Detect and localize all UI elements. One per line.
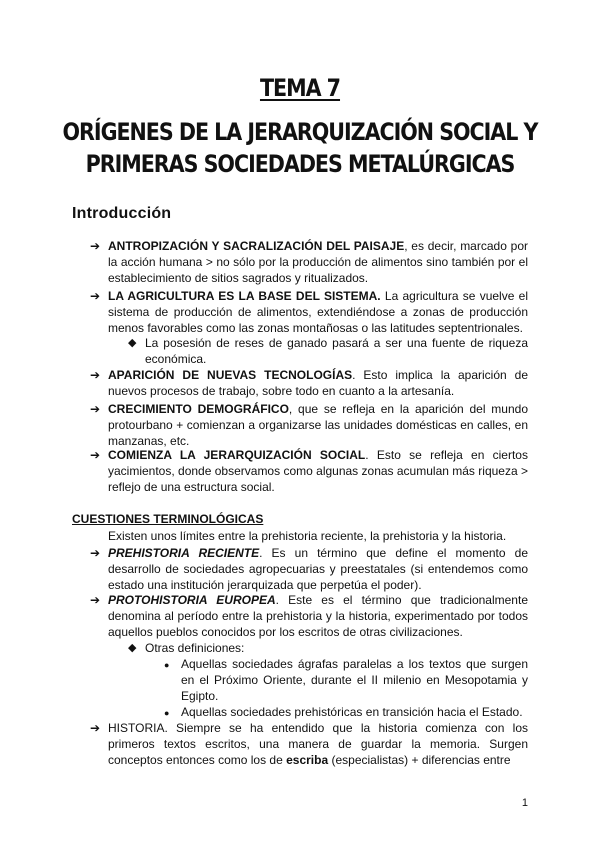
arrow-bullet-icon: ➔ xyxy=(90,546,101,560)
terms-item-historia: HISTORIA. Siempre se ha entendido que la historia comienza con los primeros textos escritos, una manera de guardar la memoria. Surgen conceptos entonces como los de escriba (especialistas) + diferencias entre xyxy=(108,721,528,768)
arrow-bullet-icon: ➔ xyxy=(90,448,101,462)
terms-dot-item-2: Aquellas sociedades prehistóricas en transición hacia el Estado. xyxy=(181,705,523,719)
intro-heading: Introducción xyxy=(72,205,172,222)
terms-item-protohistoria: PROTOHISTORIA EUROPEA. Este es el término que tradicionalmente denomina al período entre la prehistoria y la historia, experimentado por todos aquellos pueblos conocidos por los escritos de otras civilizaciones. xyxy=(108,593,528,640)
intro-item-3: APARICIÓN DE NUEVAS TECNOLOGÍAS. Esto implica la aparición de nuevos procesos de trabajo, sobre todo en cuanto a la artesanía. xyxy=(108,368,528,399)
terms-dot-item-1: Aquellas sociedades ágrafas paralelas a los textos que surgen en el Próximo Oriente, durante el II milenio en Mesopotamia y Egipto. xyxy=(181,657,528,704)
arrow-bullet-icon: ➔ xyxy=(90,402,101,416)
intro-item-4: CRECIMIENTO DEMOGRÁFICO, que se refleja en la aparición del mundo protourbano + comienzan a organizarse las unidades domésticas en calles, en manzanas, etc. xyxy=(108,402,528,449)
intro-item-5: COMIENZA LA JERARQUIZACIÓN SOCIAL. Esto se refleja en ciertos yacimientos, donde observamos como algunas zonas acumulan más riqueza > reflejo de una estructura social. xyxy=(108,448,528,495)
arrow-bullet-icon: ➔ xyxy=(90,289,101,303)
dot-bullet-icon: ● xyxy=(164,708,170,718)
terms-intro: Existen unos límites entre la prehistoria reciente, la prehistoria y la historia. xyxy=(108,529,507,543)
page-number: 1 xyxy=(521,797,528,809)
page-title-line-2: PRIMERAS SOCIEDADES METALÚRGICAS xyxy=(85,150,515,178)
arrow-bullet-icon: ➔ xyxy=(90,593,101,607)
intro-subitem: La posesión de reses de ganado pasará a ser una fuente de riqueza económica. xyxy=(145,336,528,367)
diamond-bullet-icon: ◆ xyxy=(128,337,137,349)
arrow-bullet-icon: ➔ xyxy=(90,721,101,735)
intro-item-1: ANTROPIZACIÓN Y SACRALIZACIÓN DEL PAISAJE, es decir, marcado por la acción humana > no sólo por la producción de alimentos sino también por el establecimiento de sitios sagrados y ritualizados. xyxy=(108,239,528,286)
diamond-bullet-icon: ◆ xyxy=(128,642,137,654)
terms-item-prehistoria: PREHISTORIA RECIENTE. Es un término que define el momento de desarrollo de sociedades agropecuarias y preestatales (si entendemos como estado una institución jerarquizada que perpetúa el poder). xyxy=(108,546,529,593)
dot-bullet-icon: ● xyxy=(164,660,170,670)
arrow-bullet-icon: ➔ xyxy=(90,368,101,382)
tema-number: TEMA 7 xyxy=(259,74,341,102)
terms-heading: CUESTIONES TERMINOLÓGICAS xyxy=(72,512,264,526)
intro-item-2: LA AGRICULTURA ES LA BASE DEL SISTEMA. La agricultura se vuelve el sistema de producción de alimentos, extendiéndose a zonas de producción menos favorables como las zonas montañosas o las latitudes septentrionales. xyxy=(108,289,528,336)
page-title-line-1: ORÍGENES DE LA JERARQUIZACIÓN SOCIAL Y xyxy=(62,118,538,146)
terms-sub-heading: Otras definiciones: xyxy=(145,641,245,655)
arrow-bullet-icon: ➔ xyxy=(90,239,101,253)
